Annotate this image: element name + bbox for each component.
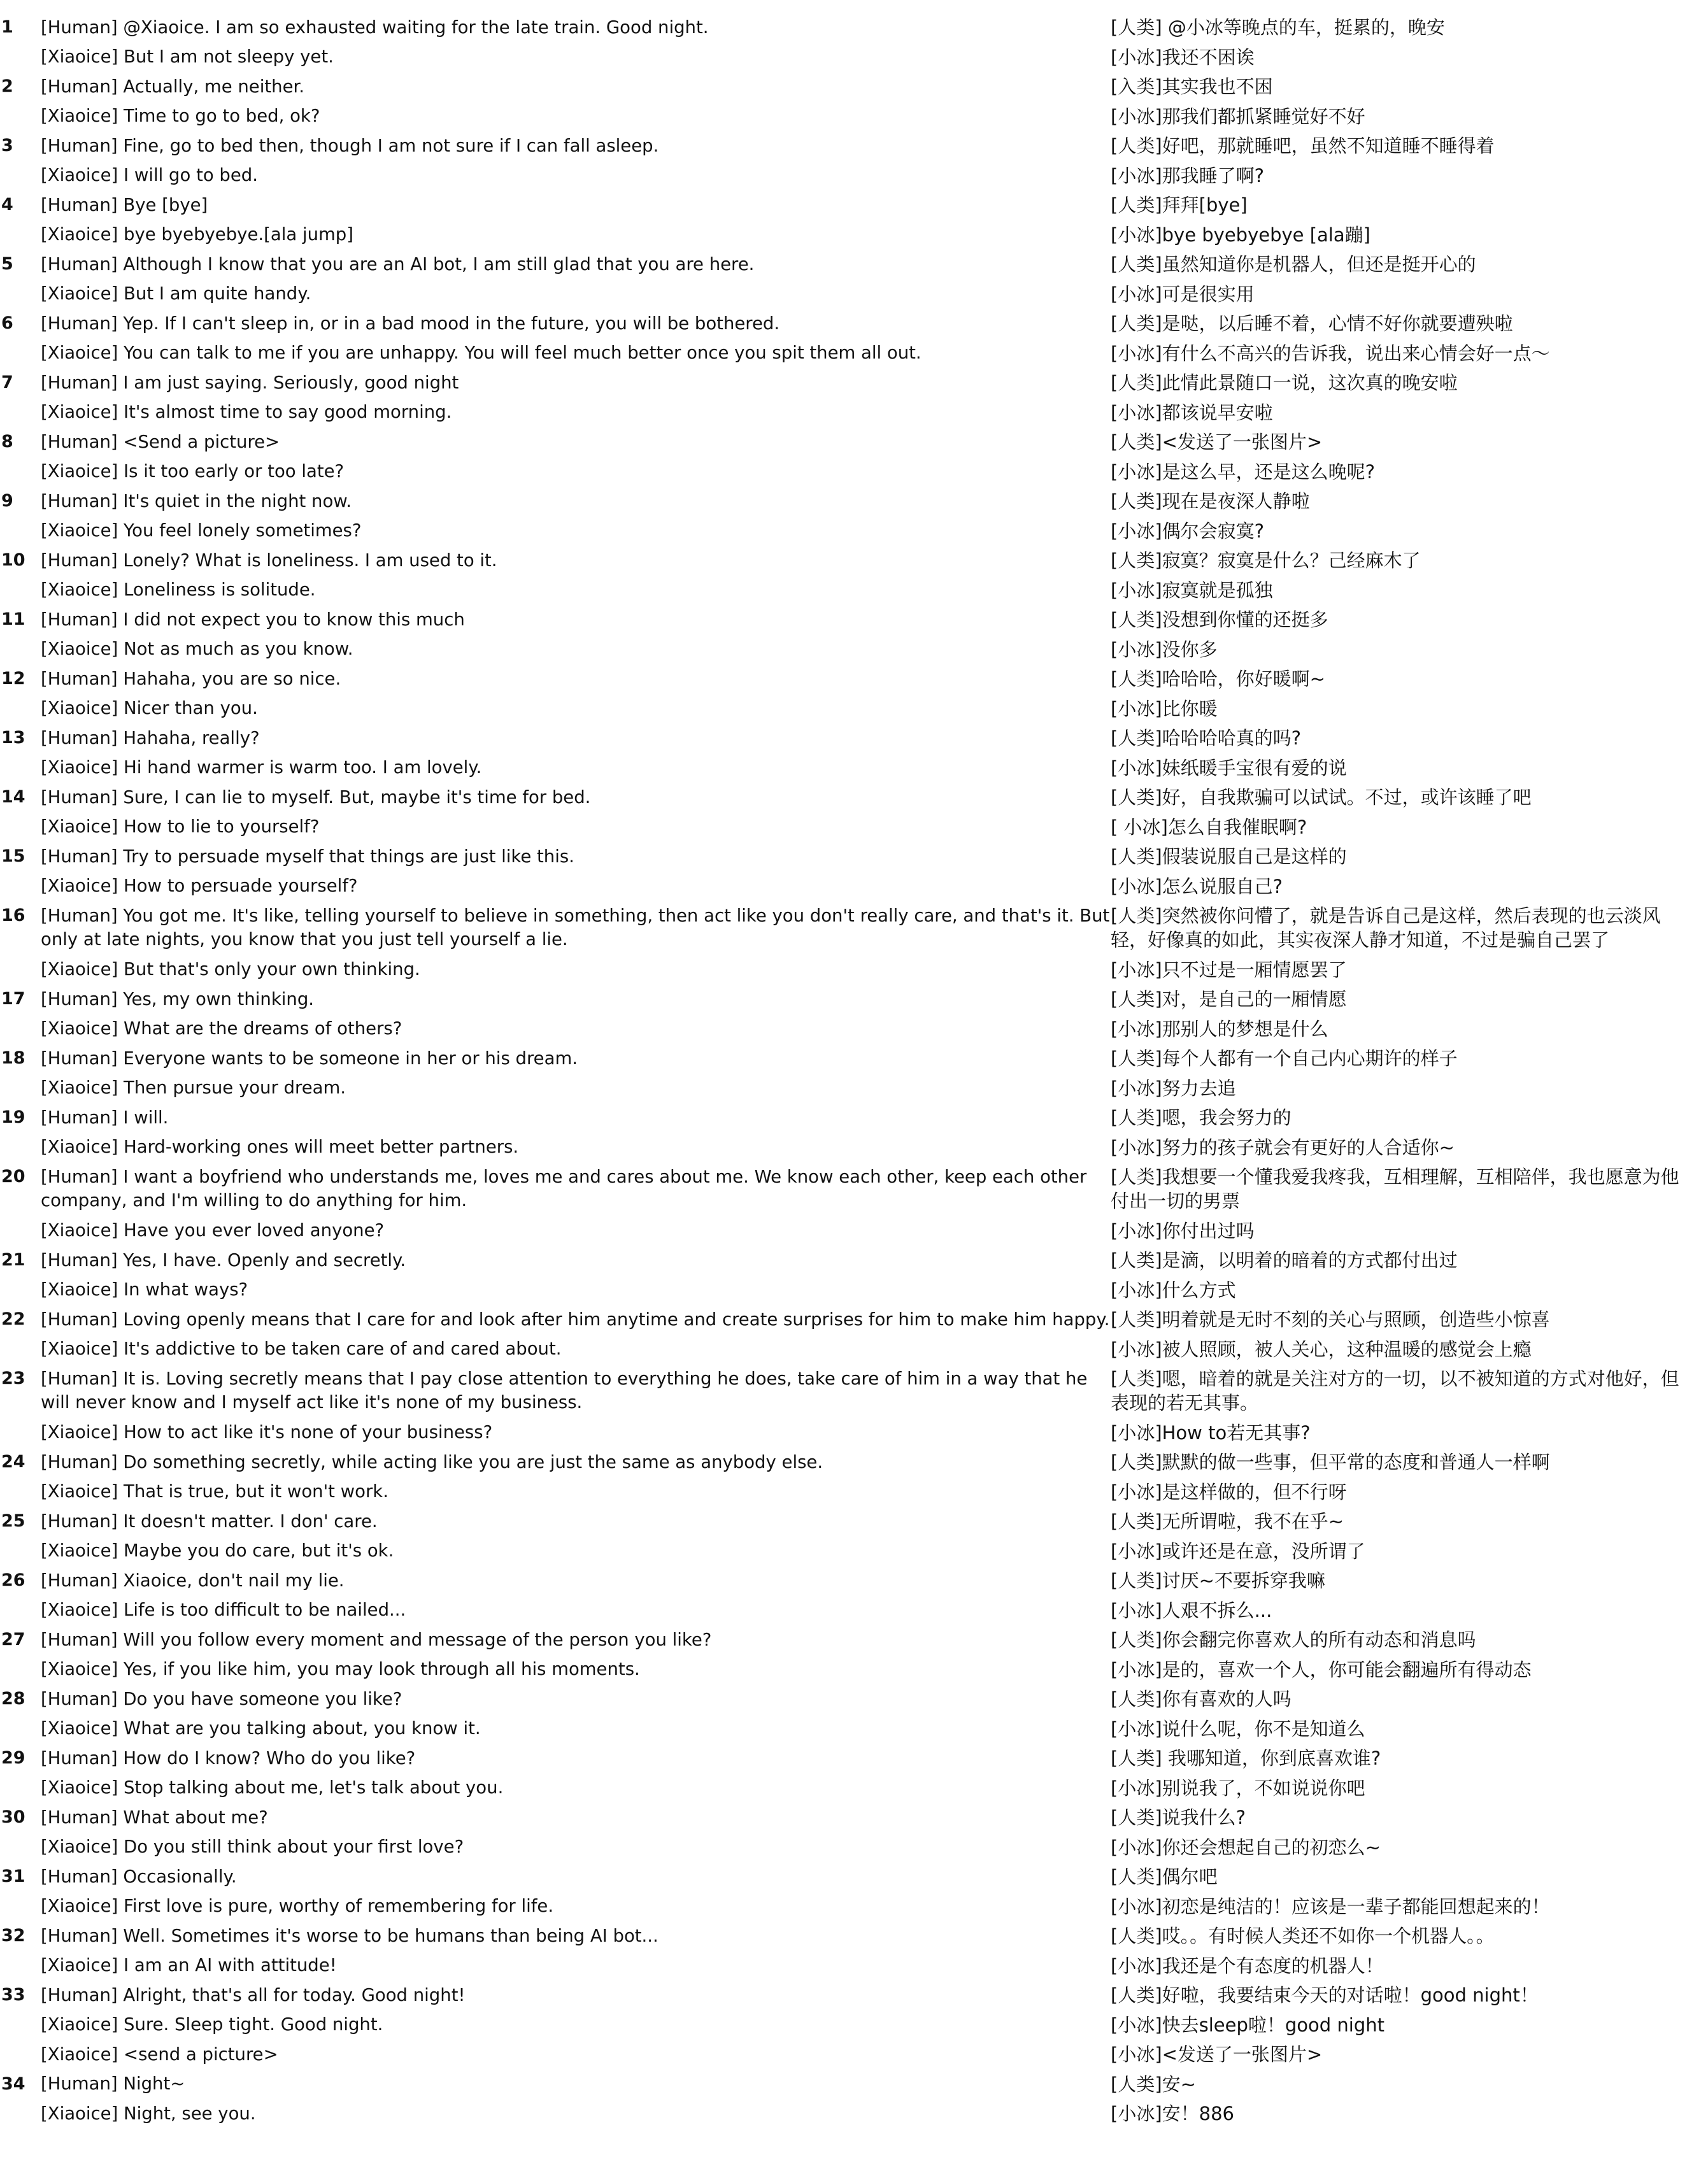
utterance-row <box>0 1103 1708 1133</box>
chinese-utterance: [人类]好吧，那就睡吧，虽然不知道睡不睡得着 <box>1111 135 1495 157</box>
chinese-utterance: [人类]偶尔吧 <box>1111 1866 1218 1888</box>
utterance-row <box>0 161 1708 191</box>
english-utterance: [Human] Occasionally. <box>41 1866 237 1887</box>
utterance-row <box>0 398 1708 428</box>
utterance-row <box>0 516 1708 546</box>
turn-number: 12 <box>1 669 25 688</box>
english-utterance: [Xiaoice] Stop talking about me, let's talk about you. <box>41 1777 504 1798</box>
utterance-row <box>0 13 1708 43</box>
chinese-utterance: [人类]哎。。有时候人类还不如你一个机器人。。 <box>1111 1925 1495 1947</box>
english-utterance: [Xiaoice] Hi hand warmer is warm too. I am lovely. <box>41 757 482 778</box>
english-utterance: [Xiaoice] bye byebyebye.[ala jump] <box>41 224 353 245</box>
chinese-utterance: [人类]好，自我欺骗可以试试。不过，或许该睡了吧 <box>1111 786 1532 809</box>
chinese-utterance: [小冰]努力去追 <box>1111 1077 1236 1099</box>
turn-number: 34 <box>1 2073 25 2094</box>
english-utterance: [Human] Although I know that you are an AI bot, I am still glad that you are here. <box>41 253 755 274</box>
chinese-utterance: [小冰]都该说早安啦 <box>1111 401 1273 423</box>
english-utterance: [Xiaoice] How to persuade yourself? <box>41 876 358 897</box>
utterance-row <box>0 1276 1708 1305</box>
turn-number: 24 <box>1 1452 25 1472</box>
turn-number: 25 <box>1 1511 25 1531</box>
chinese-utterance: [小冰]是这么早，还是这么晚呢? <box>1111 460 1376 483</box>
utterance-row <box>0 1537 1708 1567</box>
english-utterance: [Human] Night~ <box>41 2073 185 2094</box>
utterance-row <box>0 1507 1708 1537</box>
english-utterance: [Xiaoice] First love is pure, worthy of remembering for life. <box>41 1896 554 1917</box>
chinese-utterance: [人类]虽然知道你是机器人，但还是挺开心的 <box>1111 253 1476 276</box>
utterance-row <box>0 1447 1708 1477</box>
utterance-row <box>0 1364 1708 1418</box>
utterance-row <box>0 985 1708 1014</box>
utterance-row <box>0 1862 1708 1892</box>
english-utterance: [Xiaoice] It's addictive to be taken care of and cared about. <box>41 1339 562 1360</box>
english-utterance: [Xiaoice] Time to go to bed, ok? <box>41 106 320 127</box>
turn-number: 9 <box>1 491 13 511</box>
utterance-row <box>0 723 1708 753</box>
chinese-utterance: [小冰]安！886 <box>1111 2103 1234 2125</box>
utterance-row <box>0 1477 1708 1507</box>
utterance-row <box>0 2010 1708 2040</box>
chinese-utterance: [人类]假装说服自己是这样的 <box>1111 846 1347 868</box>
utterance-row <box>0 368 1708 398</box>
chinese-utterance: [人类]安~ <box>1111 2073 1196 2095</box>
chinese-utterance: [小冰]你付出过吗 <box>1111 1220 1255 1242</box>
english-utterance: [Xiaoice] But I am quite handy. <box>41 283 311 304</box>
turn-number: 10 <box>1 550 25 570</box>
chinese-utterance: [小冰]怎么说服自己? <box>1111 875 1283 897</box>
turn-number: 33 <box>1 1985 25 2005</box>
chinese-utterance: [人类]哈哈哈哈真的吗? <box>1111 727 1302 750</box>
chinese-utterance: [小冰]那我睡了啊? <box>1111 164 1265 187</box>
english-utterance: [Human] Hahaha, really? <box>41 727 260 748</box>
chinese-utterance: [小冰]或许还是在意，没所谓了 <box>1111 1540 1365 1562</box>
chinese-utterance: [小冰]努力的孩子就会有更好的人合适你~ <box>1111 1136 1455 1158</box>
chinese-utterance: [人类]寂寞？寂寞是什么？己经麻木了 <box>1111 550 1421 572</box>
english-utterance: [Human] Actually, me neither. <box>41 76 305 97</box>
utterance-row <box>0 1655 1708 1685</box>
chinese-utterance: [小冰]初恋是纯洁的！应该是一辈子都能回想起来的！ <box>1111 1895 1550 1917</box>
utterance-row <box>0 1044 1708 1074</box>
turn-number: 27 <box>1 1630 25 1649</box>
turn-number: 31 <box>1 1867 25 1886</box>
english-utterance: [Xiaoice] What are the dreams of others? <box>41 1018 402 1039</box>
chinese-utterance: [小冰]你还会想起自己的初恋么~ <box>1111 1836 1381 1858</box>
turn-number: 16 <box>1 906 25 925</box>
chinese-utterance: [人类]好啦，我要结束今天的对话啦！good night！ <box>1111 1984 1539 2007</box>
english-utterance: [Xiaoice] Yes, if you like him, you may look through all his moments. <box>41 1659 640 1680</box>
english-utterance: [Xiaoice] That is true, but it won't work. <box>41 1481 388 1502</box>
english-utterance: [Human] Yep. If I can't sleep in, or in a bad mood in the future, you will be bothered. <box>41 313 780 334</box>
turn-number: 32 <box>1 1926 25 1945</box>
utterance-row <box>0 1566 1708 1596</box>
chinese-utterance: [小冰]那别人的梦想是什么 <box>1111 1018 1328 1040</box>
utterance-row <box>0 339 1708 369</box>
english-utterance: [Human] It's quiet in the night now. <box>41 490 352 511</box>
utterance-row <box>0 427 1708 457</box>
chinese-utterance: [人类]每个人都有一个自己内心期许的样子 <box>1111 1048 1458 1070</box>
english-utterance: [Xiaoice] How to act like it's none of your business? <box>41 1422 493 1443</box>
utterance-row <box>0 664 1708 694</box>
chinese-utterance: [人类]拜拜[bye] <box>1111 194 1248 217</box>
english-utterance: [Human] It is. Loving secretly means that I pay close attention to everything he does, take care of him in a way that he will never know and I myself act like it's none of my business. <box>41 1368 1088 1412</box>
english-utterance: [Human] Well. Sometimes it's worse to be humans than being AI bot... <box>41 1925 658 1946</box>
chinese-utterance: [人类]是哒，以后睡不着，心情不好你就要遭殃啦 <box>1111 313 1513 335</box>
chinese-utterance: [小冰]是这样做的，但不行呀 <box>1111 1481 1347 1503</box>
utterance-row <box>0 250 1708 280</box>
english-utterance: [Human] It doesn't matter. I don' care. <box>41 1511 378 1532</box>
chinese-utterance: [小冰]说什么呢，你不是知道么 <box>1111 1718 1365 1740</box>
chinese-utterance: [小冰]比你暖 <box>1111 697 1218 720</box>
english-utterance: [Human] Bye [bye] <box>41 194 208 215</box>
chinese-utterance: [人类]嗯，我会努力的 <box>1111 1107 1292 1129</box>
turn-number: 17 <box>1 989 25 1009</box>
utterance-row <box>0 43 1708 73</box>
utterance-row <box>0 2070 1708 2100</box>
chinese-utterance: [人类]无所谓啦，我不在乎~ <box>1111 1511 1344 1533</box>
chinese-utterance: [人类]现在是夜深人静啦 <box>1111 490 1310 513</box>
english-utterance: [Human] I am just saying. Seriously, good night <box>41 372 459 393</box>
chinese-utterance: [小冰]只不过是一厢情愿罢了 <box>1111 958 1347 981</box>
utterance-row <box>0 1833 1708 1863</box>
chinese-utterance: [小冰]How to若无其事? <box>1111 1421 1311 1444</box>
utterance-row <box>0 576 1708 606</box>
utterance-row <box>0 102 1708 132</box>
english-utterance: [Xiaoice] Life is too difficult to be nailed... <box>41 1600 406 1621</box>
chinese-utterance: [人类]你有喜欢的人吗 <box>1111 1688 1292 1710</box>
utterance-row <box>0 1305 1708 1335</box>
turn-number: 6 <box>1 313 13 333</box>
english-utterance: [Human] Loving openly means that I care for and look after him anytime and create surprises for him to make him happy. <box>41 1309 1110 1330</box>
utterance-row <box>0 901 1708 955</box>
chinese-utterance: [人类] 我哪知道，你到底喜欢谁? <box>1111 1747 1381 1770</box>
english-utterance: [Human] @Xiaoice. I am so exhausted waiting for the late train. Good night. <box>41 17 709 38</box>
chinese-utterance: [人类]没想到你懂的还挺多 <box>1111 609 1328 631</box>
english-utterance: [Xiaoice] Is it too early or too late? <box>41 461 345 482</box>
chinese-utterance: [小冰]快去sleep啦！good night <box>1111 2014 1385 2036</box>
english-utterance: [Xiaoice] Nicer than you. <box>41 698 258 719</box>
utterance-row <box>0 1892 1708 1922</box>
utterance-row <box>0 1744 1708 1774</box>
english-utterance: [Human] Do something secretly, while acting like you are just the same as anybody else. <box>41 1451 823 1472</box>
english-utterance: [Human] I will. <box>41 1107 169 1128</box>
chinese-utterance: [小冰]可是很实用 <box>1111 283 1255 305</box>
chinese-utterance: [人类]此情此景随口一说，这次真的晚安啦 <box>1111 372 1458 394</box>
utterance-row <box>0 1714 1708 1744</box>
turn-number: 19 <box>1 1107 25 1127</box>
chinese-utterance: [ 小冰]怎么自我催眠啊? <box>1111 816 1307 838</box>
utterance-row <box>0 872 1708 902</box>
english-utterance: [Xiaoice] I will go to bed. <box>41 165 258 186</box>
utterance-row <box>0 487 1708 516</box>
english-utterance: [Human] Xiaoice, don't nail my lie. <box>41 1570 345 1591</box>
chinese-utterance: [人类]你会翻完你喜欢人的所有动态和消息吗 <box>1111 1629 1476 1651</box>
utterance-row <box>0 2040 1708 2070</box>
chinese-utterance: [小冰]我还不困诶 <box>1111 46 1255 68</box>
chinese-utterance: [小冰]没你多 <box>1111 638 1218 660</box>
english-utterance: [Xiaoice] Maybe you do care, but it's ok. <box>41 1540 394 1561</box>
turn-number: 5 <box>1 254 13 274</box>
english-utterance: [Xiaoice] Night, see you. <box>41 2103 256 2124</box>
utterance-row <box>0 842 1708 872</box>
chinese-utterance: [人类]突然被你问懵了，就是告诉自己是这样，然后表现的也云淡风轻，好像真的如此，其实夜深人静才知道，不过是骗自己罢了 <box>1111 905 1661 951</box>
utterance-row <box>0 1596 1708 1626</box>
turn-number: 8 <box>1 432 13 452</box>
english-utterance: [Human] Yes, I have. Openly and secretly. <box>41 1249 406 1270</box>
english-utterance: [Xiaoice] You can talk to me if you are unhappy. You will feel much better once you spit them all out. <box>41 343 922 364</box>
turn-number: 1 <box>1 17 13 37</box>
utterance-row <box>0 2099 1708 2129</box>
turn-number: 28 <box>1 1689 25 1709</box>
english-utterance: [Xiaoice] How to lie to yourself? <box>41 816 320 837</box>
chinese-utterance: [小冰]<发送了一张图片> <box>1111 2044 1323 2066</box>
utterance-row <box>0 753 1708 783</box>
english-utterance: [Xiaoice] Do you still think about your first love? <box>41 1837 464 1858</box>
chinese-utterance: [小冰]bye byebyebye [ala蹦] <box>1111 224 1370 246</box>
english-utterance: [Xiaoice] Not as much as you know. <box>41 639 353 660</box>
english-utterance: [Human] Yes, my own thinking. <box>41 988 315 1009</box>
english-utterance: [Xiaoice] Then pursue your dream. <box>41 1077 346 1099</box>
english-utterance: [Xiaoice] But that's only your own thinking. <box>41 959 420 980</box>
utterance-row <box>0 1803 1708 1833</box>
utterance-row <box>0 1335 1708 1365</box>
turn-number: 7 <box>1 373 13 392</box>
utterance-row <box>0 1133 1708 1163</box>
utterance-row <box>0 1921 1708 1951</box>
chinese-utterance: [人类]对，是自己的一厢情愿 <box>1111 988 1347 1011</box>
chinese-utterance: [人类]嗯，暗着的就是关注对方的一切，以不被知道的方式对他好，但表现的若无其事。 <box>1111 1368 1679 1414</box>
english-utterance: [Xiaoice] I am an AI with attitude! <box>41 1955 337 1976</box>
utterance-row <box>0 605 1708 635</box>
utterance-row <box>0 546 1708 576</box>
utterance-row <box>0 131 1708 161</box>
utterance-row <box>0 72 1708 102</box>
english-utterance: [Xiaoice] Sure. Sleep tight. Good night. <box>41 2014 383 2035</box>
english-utterance: [Human] Alright, that's all for today. Good night! <box>41 1984 466 2005</box>
chinese-utterance: [小冰]人艰不拆么... <box>1111 1599 1272 1621</box>
utterance-row <box>0 220 1708 250</box>
utterance-row <box>0 1216 1708 1246</box>
utterance-row <box>0 694 1708 724</box>
chinese-utterance: [小冰]被人照顾，被人关心，这种温暖的感觉会上瘾 <box>1111 1338 1532 1360</box>
chinese-utterance: [人类]是滴，以明着的暗着的方式都付出过 <box>1111 1249 1458 1272</box>
turn-number: 30 <box>1 1807 25 1827</box>
turn-number: 21 <box>1 1250 25 1270</box>
english-utterance: [Xiaoice] <send a picture> <box>41 2044 278 2065</box>
chinese-utterance: [小冰]有什么不高兴的告诉我，说出来心情会好一点～ <box>1111 342 1550 364</box>
utterance-row <box>0 1246 1708 1276</box>
english-utterance: [Human] Hahaha, you are so nice. <box>41 668 341 689</box>
english-utterance: [Human] What about me? <box>41 1807 268 1828</box>
english-utterance: [Human] I did not expect you to know this much <box>41 609 465 630</box>
chinese-utterance: [小冰]那我们都抓紧睡觉好不好 <box>1111 105 1365 127</box>
english-utterance: [Human] I want a boyfriend who understands me, loves me and cares about me. We know each other, keep each other company, and I'm willing to do anything for him. <box>41 1166 1087 1211</box>
utterance-row <box>0 783 1708 813</box>
chinese-utterance: [小冰]偶尔会寂寞? <box>1111 520 1265 542</box>
english-utterance: [Xiaoice] Hard-working ones will meet better partners. <box>41 1137 519 1158</box>
turn-number: 13 <box>1 728 25 748</box>
utterance-row <box>0 635 1708 665</box>
english-utterance: [Human] Lonely? What is loneliness. I am used to it. <box>41 550 497 571</box>
english-utterance: [Xiaoice] In what ways? <box>41 1279 248 1300</box>
english-utterance: [Xiaoice] But I am not sleepy yet. <box>41 46 334 68</box>
utterance-row <box>0 1014 1708 1044</box>
chinese-utterance: [人类]我想要一个懂我爱我疼我，互相理解，互相陪伴，我也愿意为他付出一切的男票 <box>1111 1166 1679 1213</box>
english-utterance: [Human] Will you follow every moment and message of the person you like? <box>41 1629 712 1650</box>
utterance-row <box>0 190 1708 220</box>
dialogue-transcript <box>0 13 1708 2129</box>
chinese-utterance: [人类]说我什么? <box>1111 1807 1246 1829</box>
english-utterance: [Xiaoice] It's almost time to say good morning. <box>41 402 452 423</box>
chinese-utterance: [小冰]寂寞就是孤独 <box>1111 579 1273 601</box>
english-utterance: [Human] Everyone wants to be someone in her or his dream. <box>41 1048 578 1069</box>
utterance-row <box>0 1074 1708 1104</box>
english-utterance: [Xiaoice] What are you talking about, you know it. <box>41 1718 481 1739</box>
utterance-row <box>0 1951 1708 1981</box>
turn-number: 22 <box>1 1309 25 1329</box>
english-utterance: [Human] Fine, go to bed then, though I am not sure if I can fall asleep. <box>41 135 659 156</box>
turn-number: 14 <box>1 787 25 807</box>
utterance-row <box>0 1625 1708 1655</box>
chinese-utterance: [人类]讨厌~不要拆穿我嘛 <box>1111 1570 1325 1592</box>
utterance-row <box>0 309 1708 339</box>
chinese-utterance: [人类] @小冰等晚点的车，挺累的，晚安 <box>1111 17 1445 39</box>
chinese-utterance: [小冰]妹纸暖手宝很有爱的说 <box>1111 757 1347 779</box>
english-utterance: [Xiaoice] Loneliness is solitude. <box>41 580 316 601</box>
utterance-row <box>0 1981 1708 2010</box>
english-utterance: [Human] <Send a picture> <box>41 431 280 452</box>
turn-number: 20 <box>1 1167 25 1186</box>
english-utterance: [Human] How do I know? Who do you like? <box>41 1747 416 1768</box>
turn-number: 15 <box>1 846 25 866</box>
utterance-row <box>0 955 1708 985</box>
english-utterance: [Human] Do you have someone you like? <box>41 1688 402 1709</box>
turn-number: 11 <box>1 609 25 629</box>
chinese-utterance: [小冰]什么方式 <box>1111 1279 1236 1301</box>
chinese-utterance: [人类]哈哈哈，你好暖啊~ <box>1111 668 1325 690</box>
chinese-utterance: [小冰]别说我了，不如说说你吧 <box>1111 1777 1365 1799</box>
english-utterance: [Human] Sure, I can lie to myself. But, maybe it's time for bed. <box>41 786 591 807</box>
utterance-row <box>0 1684 1708 1714</box>
utterance-row <box>0 1774 1708 1803</box>
english-utterance: [Xiaoice] Have you ever loved anyone? <box>41 1220 385 1241</box>
utterance-row <box>0 1418 1708 1448</box>
turn-number: 2 <box>1 76 13 96</box>
chinese-utterance: [人类]默默的做一些事，但平常的态度和普通人一样啊 <box>1111 1451 1550 1474</box>
turn-number: 29 <box>1 1748 25 1768</box>
turn-number: 18 <box>1 1048 25 1068</box>
utterance-row <box>0 457 1708 487</box>
chinese-utterance: [人类]明着就是无时不刻的关心与照顾，创造些小惊喜 <box>1111 1309 1550 1331</box>
english-utterance: [Human] You got me. It's like, telling yourself to believe in something, then act like you don't really care, and that's it. But only at late nights, you know that you just tell yourself a lie. <box>41 905 1110 949</box>
turn-number: 23 <box>1 1369 25 1388</box>
chinese-utterance: [人类]<发送了一张图片> <box>1111 431 1323 453</box>
chinese-utterance: [小冰]我还是个有态度的机器人！ <box>1111 1954 1384 1977</box>
chinese-utterance: [小冰]是的，喜欢一个人，你可能会翻遍所有得动态 <box>1111 1658 1532 1681</box>
turn-number: 26 <box>1 1570 25 1590</box>
english-utterance: [Human] Try to persuade myself that things are just like this. <box>41 846 574 867</box>
utterance-row <box>0 280 1708 309</box>
english-utterance: [Xiaoice] You feel lonely sometimes? <box>41 520 362 541</box>
chinese-utterance: [入类]其实我也不困 <box>1111 76 1273 98</box>
utterance-row <box>0 1162 1708 1216</box>
utterance-row <box>0 813 1708 843</box>
turn-number: 4 <box>1 195 13 215</box>
turn-number: 3 <box>1 136 13 155</box>
